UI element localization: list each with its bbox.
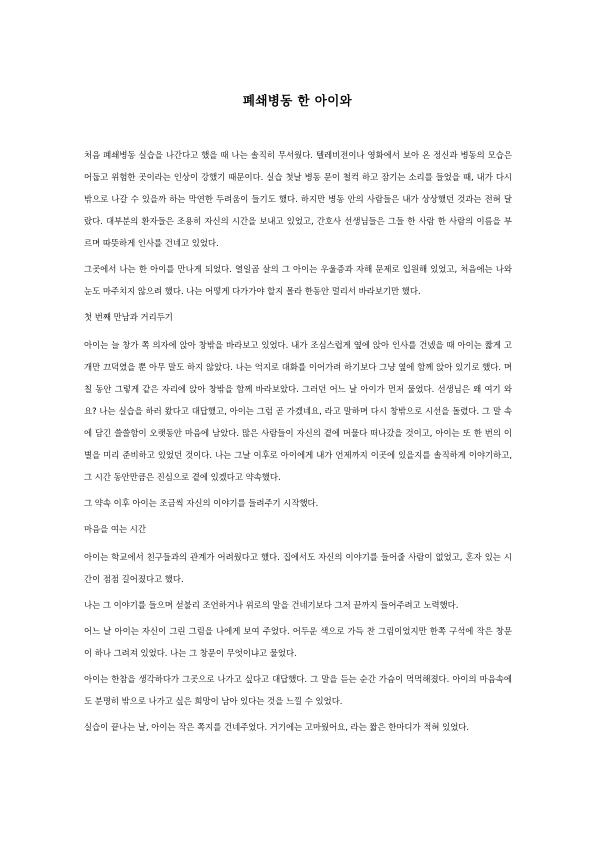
document-body (84, 144, 512, 742)
paragraph: 어느 날 아이는 자신이 그린 그림을 나에게 보여 주었다. 어두운 색으로 가득 찬 그림이었지만 한쪽 구석에 작은 창문이 하나 그려져 있었다. 나는 그 창문이 무엇이냐고 물었다. (84, 626, 512, 658)
paragraph: 아이는 한참을 생각하다가 그곳으로 나가고 싶다고 대답했다. 그 말을 듣는 순간 가슴이 먹먹해졌다. 아이의 마음속에도 분명히 밖으로 나가고 싶은 희망이 남아 있다는 것을 느낄 수 있었다. (84, 674, 512, 706)
section-heading: 마음을 여는 시간 (84, 524, 146, 534)
paragraph: 처음 폐쇄병동 실습을 나간다고 했을 때 나는 솔직히 무서웠다. 텔레비전이나 영화에서 보아 온 정신과 병동의 모습은 어둡고 위험한 곳이라는 인상이 강했기 때문이다. 실습 첫날 병동 문이 철컥 하고 잠기는 소리를 들었을 때, 내가 다시 밖으로 나갈 수 있을까 하는 막연한 두려움이 들기도 했다. 하지만 병동 안의 사람들은 내가 상상했던 것과는 전혀 달랐다. 대부분의 환자들은 조용히 자신의 시간을 보내고 있었고, 간호사 선생님들은 그들 한 사람 한 사람의 이름을 부르며 따뜻하게 인사를 건네고 있었다. (84, 150, 512, 248)
paragraph: 그곳에서 나는 한 아이를 만나게 되었다. 열일곱 살의 그 아이는 우울증과 자해 문제로 입원해 있었고, 처음에는 나와 눈도 마주치지 않으려 했다. 나는 어떻게 다가가야 할지 몰라 한동안 멀리서 바라보기만 했다. (84, 264, 512, 296)
paragraph: 나는 그 이야기를 들으며 섣불리 조언하거나 위로의 말을 건네기보다 그저 끝까지 들어주려고 노력했다. (84, 600, 459, 610)
section-heading: 첫 번째 만남과 거리두기 (84, 312, 173, 322)
paragraph: 실습이 끝나는 날, 아이는 작은 쪽지를 건네주었다. 거기에는 고마웠어요, 라는 짧은 한마디가 적혀 있었다. (84, 722, 470, 732)
paragraph: 그 약속 이후 아이는 조금씩 자신의 이야기를 들려주기 시작했다. (84, 498, 319, 508)
paragraph: 아이는 늘 창가 쪽 의자에 앉아 창밖을 바라보고 있었다. 내가 조심스럽게 옆에 앉아 인사를 건넸을 때 아이는 짧게 고개만 끄덕였을 뿐 아무 말도 하지 않았다. 나는 억지로 대화를 이어가려 하기보다 그냥 옆에 함께 앉아 있기로 했다. 며칠 동안 그렇게 같은 자리에 앉아 창밖을 함께 바라보았다. 그러던 어느 날 아이가 먼저 물었다. 선생님은 왜 여기 와요? 나는 실습을 하러 왔다고 대답했고, 아이는 그럼 곧 가겠네요, 라고 말하며 다시 창밖으로 시선을 돌렸다. 그 말 속에 담긴 쓸쓸함이 오랫동안 마음에 남았다. 많은 사람들이 자신의 곁에 머물다 떠나갔을 것이고, 아이는 또 한 번의 이별을 미리 준비하고 있었던 것이다. 나는 그날 이후로 아이에게 내가 언제까지 이곳에 있을지를 솔직하게 이야기하고, 그 시간 동안만큼은 진심으로 곁에 있겠다고 약속했다. (84, 340, 512, 482)
document-title: 폐쇄병동 한 아이와 (242, 93, 353, 108)
paragraph: 아이는 학교에서 친구들과의 관계가 어려웠다고 했다. 집에서도 자신의 이야기를 들어줄 사람이 없었고, 혼자 있는 시간이 점점 길어졌다고 했다. (84, 552, 512, 584)
